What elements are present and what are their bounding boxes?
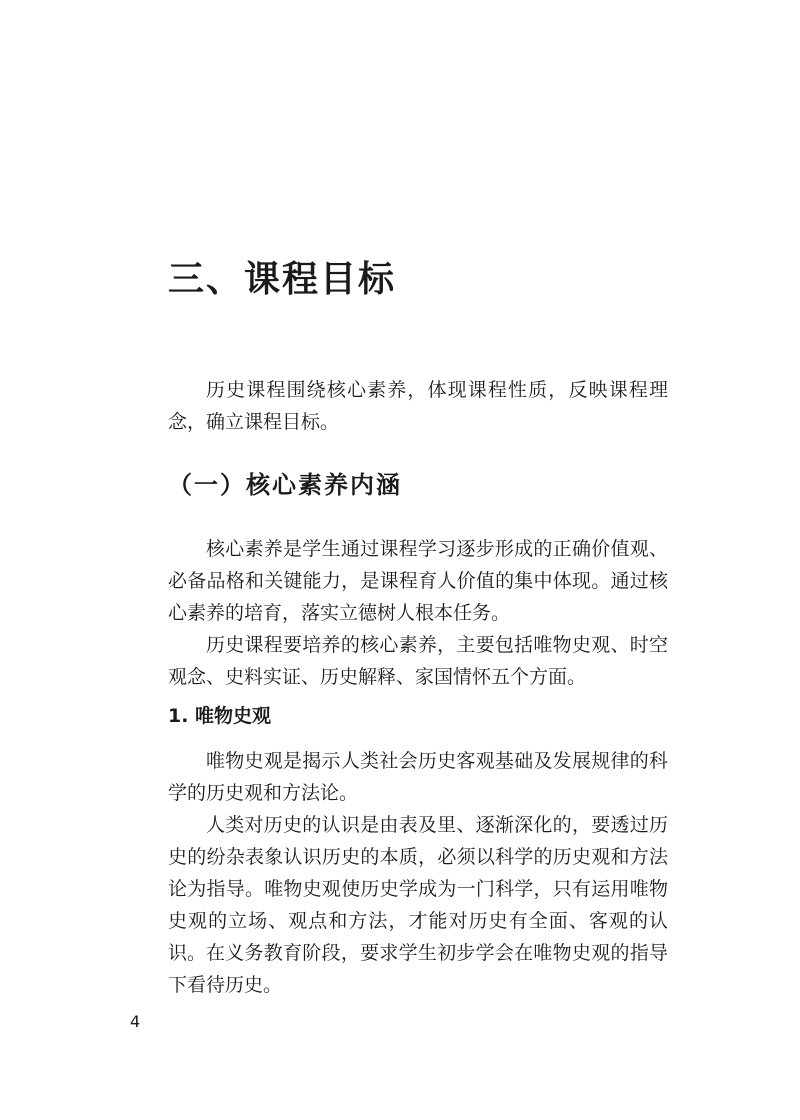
core-literacy-paragraph-2: 历史课程要培养的核心素养，主要包括唯物史观、时空观念、史料实证、历史解释、家国情怀五个方面。 bbox=[168, 634, 668, 688]
page-title: 三、课程目标 bbox=[168, 259, 397, 300]
materialism-paragraph-3: 在义务教育阶段，要求学生初步学会在唯物史观的指导下看待历史。 bbox=[168, 942, 668, 996]
page-number: 4 bbox=[130, 1012, 141, 1031]
materialism-paragraph-1: 唯物史观是揭示人类社会历史客观基础及发展规律的科学的历史观和方法论。 bbox=[168, 750, 668, 804]
section-heading-core-literacy: （一）核心素养内涵 bbox=[168, 471, 402, 499]
subsection-heading-historical-materialism: 1. 唯物史观 bbox=[168, 705, 272, 727]
intro-paragraph: 历史课程围绕核心素养，体现课程性质，反映课程理念，确立课程目标。 bbox=[168, 379, 668, 433]
materialism-paragraph-2: 人类对历史的认识是由表及里、逐渐深化的，要透过历史的纷杂表象认识历史的本质，必须以科学的历史观和方法论为指导。唯物史观使历史学成为一门科学，只有运用唯物史观的立场、观点和方法，才能对历史有全面、客观的认识。 bbox=[168, 814, 668, 964]
core-literacy-paragraph-1: 核心素养是学生通过课程学习逐步形成的正确价值观、必备品格和关键能力，是课程育人价值的集中体现。通过核心素养的培育，落实立德树人根本任务。 bbox=[168, 538, 668, 624]
